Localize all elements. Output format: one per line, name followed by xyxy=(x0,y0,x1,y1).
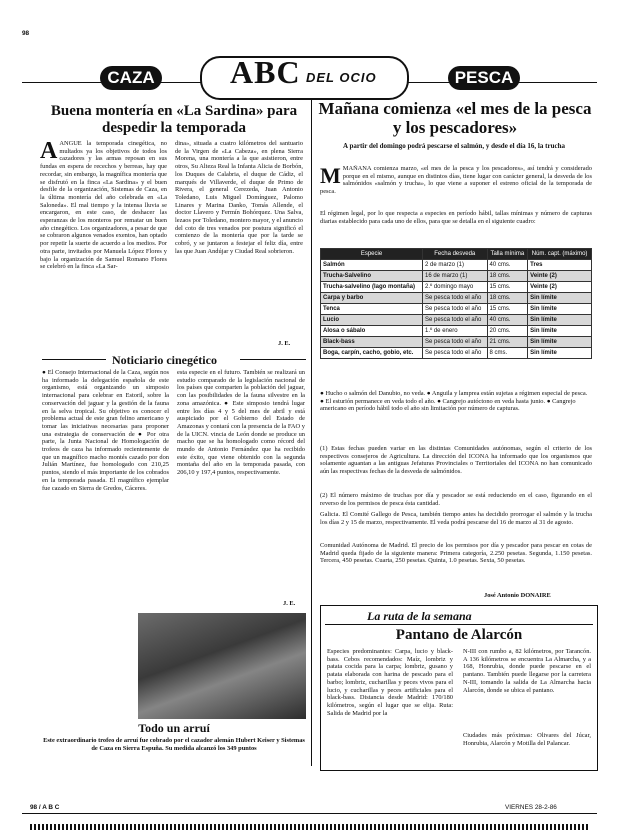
table-cell: Sin límite xyxy=(528,337,592,348)
table-cell: Lucio xyxy=(321,315,423,326)
hunting-article-text-1: ANGUE la temporada cinegética, no multados ya los objetivos de todos los cazadores y las armas reposan en sus fundas en espera de recechos y berreas, hay que recordar, sin embargo, la magnífica montería que se disfrutó en la finca «La Sardina» y el buen desfile de la organización, Sistemas de Caza, en la última montería del año celebrada en «La Saloneda». El mal tiempo y la intensa lluvia se encargaron, en este caso, de deshacer las esperanzas de los monteros por rematar un buen año cinegético. Los organizadores, a pesar de que se cobraron algunos venados exentos, han optado por repetir la suerte de acuerdo a los medios. Por otra parte, invitados por Manuela López Flores y bajo la organización de Samuel Romano Flores se celebró en la finca «La Sar- xyxy=(40,140,167,271)
drop-cap-m: M xyxy=(320,165,341,188)
right-headline: Mañana comienza «el mes de la pesca y los pescadores» xyxy=(318,99,592,137)
table-cell: 15 cms. xyxy=(487,282,528,293)
route-col2: N-III con rumbo a, 82 kilómetros, por Tarancón. A 136 kilómetros se encuentra La Almarcha, y a 168, Honrubia, donde puede pescarse en el pantano. También puede llegarse por la carretera N-III, tomando la salida de La Almarcha hacia Alarcón, donde se ubica el pantano. xyxy=(463,648,591,694)
table-cell: Sin límite xyxy=(528,348,592,359)
route-box xyxy=(320,605,598,771)
table-header-cell: Talla mínima xyxy=(487,249,528,260)
table-cell: Se pesca todo el año xyxy=(422,315,487,326)
table-cell: Sin límite xyxy=(528,293,592,304)
table-header-row xyxy=(321,249,592,260)
table-cell: 21 cms. xyxy=(487,337,528,348)
fishing-intro-2: El régimen legal, por lo que respecta a especies en período hábil, tallas mínimas y número de capturas diarias establecido para cada uno de ellos, para que se detalla en el siguiente cuadro: xyxy=(320,210,592,225)
table-cell: Sin límite xyxy=(528,326,592,337)
table-cell: 2.º domingo mayo xyxy=(422,282,487,293)
table-header-cell: Especie xyxy=(321,249,423,260)
route-col1: Especies predominantes: Carpa, lucio y black-bass. Cebos recomendados: Maíz, lombriz y patata cocida para la carpa; lombriz, gusano y patata elaborada con harina de pescado para el barbo; lombriz, cucharillas y peces vivos para el lucio, y cucharillas y peces artificiales para el black-bass. Distancia desde Madrid: 170/180 kilómetros, según el lugar que se elija. Ruta: Salida de Madrid por la xyxy=(327,648,453,717)
table-cell: 15 cms. xyxy=(487,304,528,315)
table-cell: Se pesca todo el año xyxy=(422,348,487,359)
table-cell: Black-bass xyxy=(321,337,423,348)
caza-section-label: CAZA xyxy=(100,66,162,90)
madrid-paragraph: Comunidad Autónoma de Madrid. El precio de los permisos por día y pescador para pescar en cotas de Madrid queda fijado de la siguiente manera: Primera categoría, 2.250 pesetas. Segunda, 1.150 pesetas. Tercera, 450 pesetas. Cuarta, 250 pesetas. Quinta, 1.0 pesetas. Sexta, 50 pesetas. xyxy=(320,542,592,565)
table-cell: Salmón xyxy=(321,260,423,271)
table-row xyxy=(321,304,592,315)
barcode-strip xyxy=(30,824,590,830)
table-row xyxy=(321,282,592,293)
arrui-trophy-photo xyxy=(138,613,306,719)
route-title: Pantano de Alarcón xyxy=(395,627,523,643)
fishing-bullets: ● Hucho o salmón del Danubio, no veda. ● Anguila y lamprea están sujetas a régimen especial de pesca. ● El esturión permanece en veda todo el año. ● Cangrejo autóctono en veda hasta junio. ● Cangrejo americano en período hábil todo el año sin limitación por número de capturas. xyxy=(320,390,588,413)
abc-logo-subtitle: DEL OCIO xyxy=(306,70,377,85)
hunting-article-col2: dina», situada a cuatro kilómetros del santuario de la Virgen de «La Cabeza», en plena Sierra Morena, una montería a la que asistieron, entre otros, Su Alteza Real la Infanta Alicia de Borbón, los Duques de Calabria, el duque de Cádiz, el marqués de Villaverde, el duque de Primo de Rivera, el general Cerezeda, Juan Antonio Toledano, Luis Miguel Domínguez, Palomo Linares y Marina Danko, Tomás Allende, el doctor Llavero y Fermín Bohórquez. Una Salva, lezaos por Toledano, montero mayor, y el anuncio del coto de tres venados por postura significó el comienzo de la montería que por la tarde se cobró, y se juntaron a festejar el feliz día, entre las que Juan Andújar y Ciudad Real sobrieron. xyxy=(175,140,303,255)
table-cell: Veinte (2) xyxy=(528,282,592,293)
table-cell: Sin límite xyxy=(528,315,592,326)
table-cell: 2 de marzo (1) xyxy=(422,260,487,271)
table-body xyxy=(321,260,592,359)
table-cell: Tenca xyxy=(321,304,423,315)
table-row xyxy=(321,337,592,348)
photo-caption-title: Todo un arruí xyxy=(138,721,210,735)
table-cell: Se pesca todo el año xyxy=(422,337,487,348)
noticiario-col1: ● El Consejo Internacional de la Caza, según nos ha informado la delegación española de este organismo, está organizando un simposio internacional para celebrar en Estoril, sobre la conservación del jaguar y la gestión de la fauna en la selva tropical. Su objetivo es conocer el problema actual de este gran felino americano y tomar las iniciativas necesarias para proponer una estrategia de conservación de ● Por otra parte, la Junta Nacional de Homologación de trofeos de caza ha informado recientemente de que un magnífico macho montés cazado por don Julián Martínez, fue homologado con 210,25 puntos, siendo el más importante de los cobrados en la temporada pasada. El magnífico ejemplar fue cazado en Sierra de Gredos, Cáceres. xyxy=(42,369,169,492)
noticiario-col2: esta especie en el futuro. También se realizará un estudio comparado de la legislación nacional de los países que comparten la población del jaguar, con las posibilidades de la fauna silvestre en la zona amazónica. ● Este simposio tendrá lugar entre los días 4 y 5 del mes de abril y está auspiciado por el Gobierno del Estado de Amazonas y contará con la presencia de la FAO y de la UICN. vincia de León donde se produce un macho que se ha homologado como récord del mundo de Antonio Fernández que ha recibido este éxito, que viene obtenido con la segunda montaña del año en la temporada pasada, con 206,10 y 197,4 puntos, respectivamente. xyxy=(177,369,305,477)
table-cell: Trucha-salvelino (lago montaña) xyxy=(321,282,423,293)
table-cell: Veinte (2) xyxy=(528,271,592,282)
table-cell: Sin límite xyxy=(528,304,592,315)
route-col2-cities: Ciudades más próximas: Olivares del Júcar, Honrubia, Alarcón y Motilla del Palancar. xyxy=(463,732,591,747)
table-row xyxy=(321,348,592,359)
noticiario-rule-left xyxy=(42,359,106,360)
photo-caption-text: Este extraordinario trofeo de arruí fue cobrado por el cazador alemán Hubert Keiser y Sistemas de Caza en Sierra Espuña. Su medida alcanzó los 349 puntos xyxy=(43,737,305,752)
pesca-section-label: PESCA xyxy=(448,66,520,90)
table-cell: 18 cms. xyxy=(487,293,528,304)
table-cell: Carpa y barbo xyxy=(321,293,423,304)
hunting-article-col1 xyxy=(40,140,167,348)
footer-page: 98 / A B C xyxy=(30,804,60,811)
table-cell: Tres xyxy=(528,260,592,271)
table-header-cell: Núm. capt. (máximo) xyxy=(528,249,592,260)
fishing-intro-text: MAÑANA comienza marzo, «el mes de la pesca y los pescadores», así tendrá y considerado porque en el mismo, aunque en distintos días, tiene lugar con carácter general, la desveda de los salmónidos «salmón y trucha», lo que viene a suponer el estreno oficial de la temporada de pesca. xyxy=(320,165,592,196)
hunting-article-signature: J. E. xyxy=(278,340,291,347)
fishing-note-2: (2) El número máximo de truchas por día y pescador se está reduciendo en el caso, figurando en el reverso de los permisos de pesca ésta cantidad. xyxy=(320,492,592,507)
fishing-note-1: (1) Estas fechas pueden variar en las distintas Comunidades autónomas, según el criterio de los respectivos consejeros de Agricultura. La dirección del ICONA ha informado que los organismos que solamente aguantan a las antiguas Jefaturas Provinciales o Territoriales del ICONA no han comunicado aún las respectivas fechas de la desveda de salmónidos. xyxy=(320,445,592,476)
fishing-intro xyxy=(320,165,592,207)
footer-date: VIERNES 28-2-86 xyxy=(505,804,557,811)
table-cell: Se pesca todo el año xyxy=(422,304,487,315)
noticiario-rule-right xyxy=(240,359,306,360)
table-cell: 1.º de enero xyxy=(422,326,487,337)
table-row xyxy=(321,260,592,271)
right-subhead: A partir del domingo podrá pescarse el salmón, y desde el día 16, la trucha xyxy=(343,142,565,150)
table-cell: 40 cms. xyxy=(487,315,528,326)
drop-cap: A xyxy=(40,140,58,164)
noticiario-title: Noticiario cinegético xyxy=(112,353,217,367)
fishing-author: José Antonio DONAIRE xyxy=(484,592,551,599)
table-cell: Trucha-Salvelino xyxy=(321,271,423,282)
table-row xyxy=(321,271,592,282)
route-box-rule xyxy=(325,624,593,625)
fishing-regulations-table xyxy=(320,248,592,359)
table-row xyxy=(321,326,592,337)
table-cell: 40 cms. xyxy=(487,260,528,271)
table-cell: 20 cms. xyxy=(487,326,528,337)
table-cell: 18 cms. xyxy=(487,271,528,282)
left-headline: Buena montería en «La Sardina» para despedir la temporada xyxy=(50,103,298,136)
table-cell: 16 de marzo (1) xyxy=(422,271,487,282)
table-cell: 8 cms. xyxy=(487,348,528,359)
table-row xyxy=(321,315,592,326)
table-cell: Boga, carpín, cacho, gobio, etc. xyxy=(321,348,423,359)
route-kicker: La ruta de la semana xyxy=(367,609,472,623)
table-cell: Se pesca todo el año xyxy=(422,293,487,304)
page-number-top: 98 xyxy=(22,30,30,37)
table-row xyxy=(321,293,592,304)
footer-rule xyxy=(22,813,597,814)
abc-logo: ABC xyxy=(230,54,301,90)
table-header-cell: Fecha desveda xyxy=(422,249,487,260)
galicia-paragraph: Galicia. El Comité Gallego de Pesca, también tiempo antes ha decidido prorrogar el salmón y la trucha los días 2 y 15 de marzo, respectivamente. El veda podrá pescarse del 16 de marzo al 31 de agosto. xyxy=(320,511,592,526)
column-divider xyxy=(311,100,312,766)
noticiario-signature: J. E. xyxy=(283,600,296,607)
table-cell: Alosa o sábalo xyxy=(321,326,423,337)
